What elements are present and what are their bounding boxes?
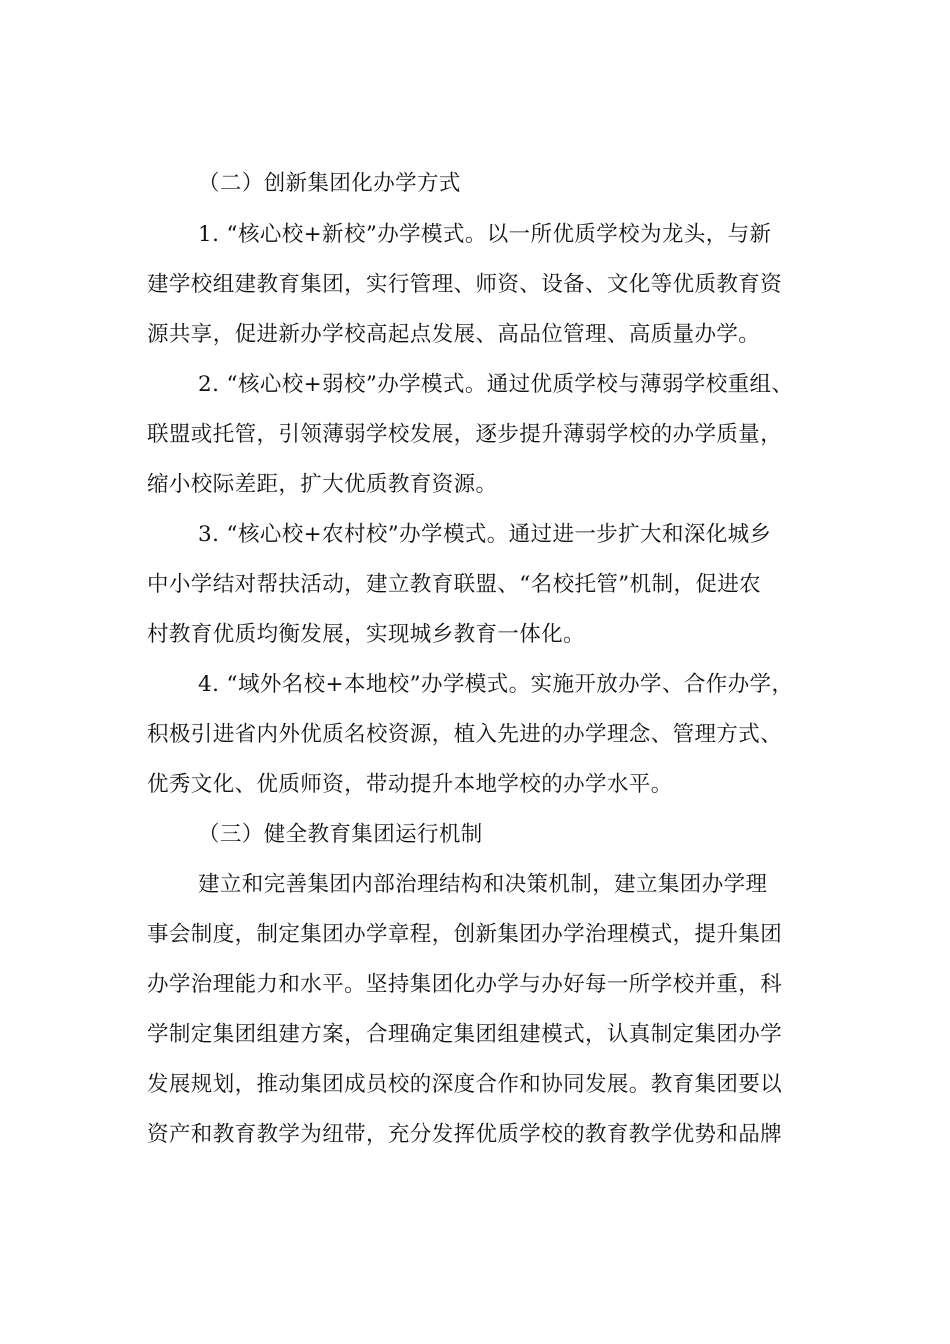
paragraph-line: 积极引进省内外优质名校资源，植入先进的办学理念、管理方式、 bbox=[147, 722, 783, 747]
paragraph-line: 建学校组建教育集团，实行管理、师资、设备、文化等优质教育资 bbox=[147, 272, 783, 297]
section-heading-3: （三）健全教育集团运行机制 bbox=[198, 822, 483, 847]
paragraph-line: 事会制度，制定集团办学章程，创新集团办学治理模式，提升集团 bbox=[147, 922, 783, 947]
paragraph-line: 缩小校际差距，扩大优质教育资源。 bbox=[147, 472, 498, 497]
paragraph-line: 1. “核心校+新校”办学模式。以一所优质学校为龙头，与新 bbox=[198, 222, 772, 247]
paragraph-line: 建立和完善集团内部治理结构和决策机制，建立集团办学理 bbox=[198, 872, 768, 897]
paragraph-line: 中小学结对帮扶活动，建立教育联盟、“名校托管”机制，促进农 bbox=[147, 572, 762, 597]
paragraph-line: 村教育优质均衡发展，实现城乡教育一体化。 bbox=[147, 622, 586, 647]
paragraph-line: 源共享，促进新办学校高起点发展、高品位管理、高质量办学。 bbox=[147, 322, 761, 347]
paragraph-line: 资产和教育教学为纽带，充分发挥优质学校的教育教学优势和品牌 bbox=[147, 1122, 783, 1147]
paragraph-line: 办学治理能力和水平。坚持集团化办学与办好每一所学校并重，科 bbox=[147, 972, 783, 997]
section-heading-2: （二）创新集团化办学方式 bbox=[198, 171, 461, 196]
paragraph-line: 联盟或托管，引领薄弱学校发展，逐步提升薄弱学校的办学质量， bbox=[147, 422, 783, 447]
paragraph-line: 3. “核心校+农村校”办学模式。通过进一步扩大和深化城乡 bbox=[198, 522, 772, 547]
paragraph-line: 2. “核心校+弱校”办学模式。通过优质学校与薄弱学校重组、 bbox=[198, 372, 794, 397]
paragraph-line: 4. “域外名校+本地校”办学模式。实施开放办学、合作办学， bbox=[198, 672, 794, 697]
paragraph-line: 发展规划，推动集团成员校的深度合作和协同发展。教育集团要以 bbox=[147, 1072, 783, 1097]
paragraph-line: 优秀文化、优质师资，带动提升本地学校的办学水平。 bbox=[147, 772, 673, 797]
paragraph-line: 学制定集团组建方案，合理确定集团组建模式，认真制定集团办学 bbox=[147, 1022, 783, 1047]
